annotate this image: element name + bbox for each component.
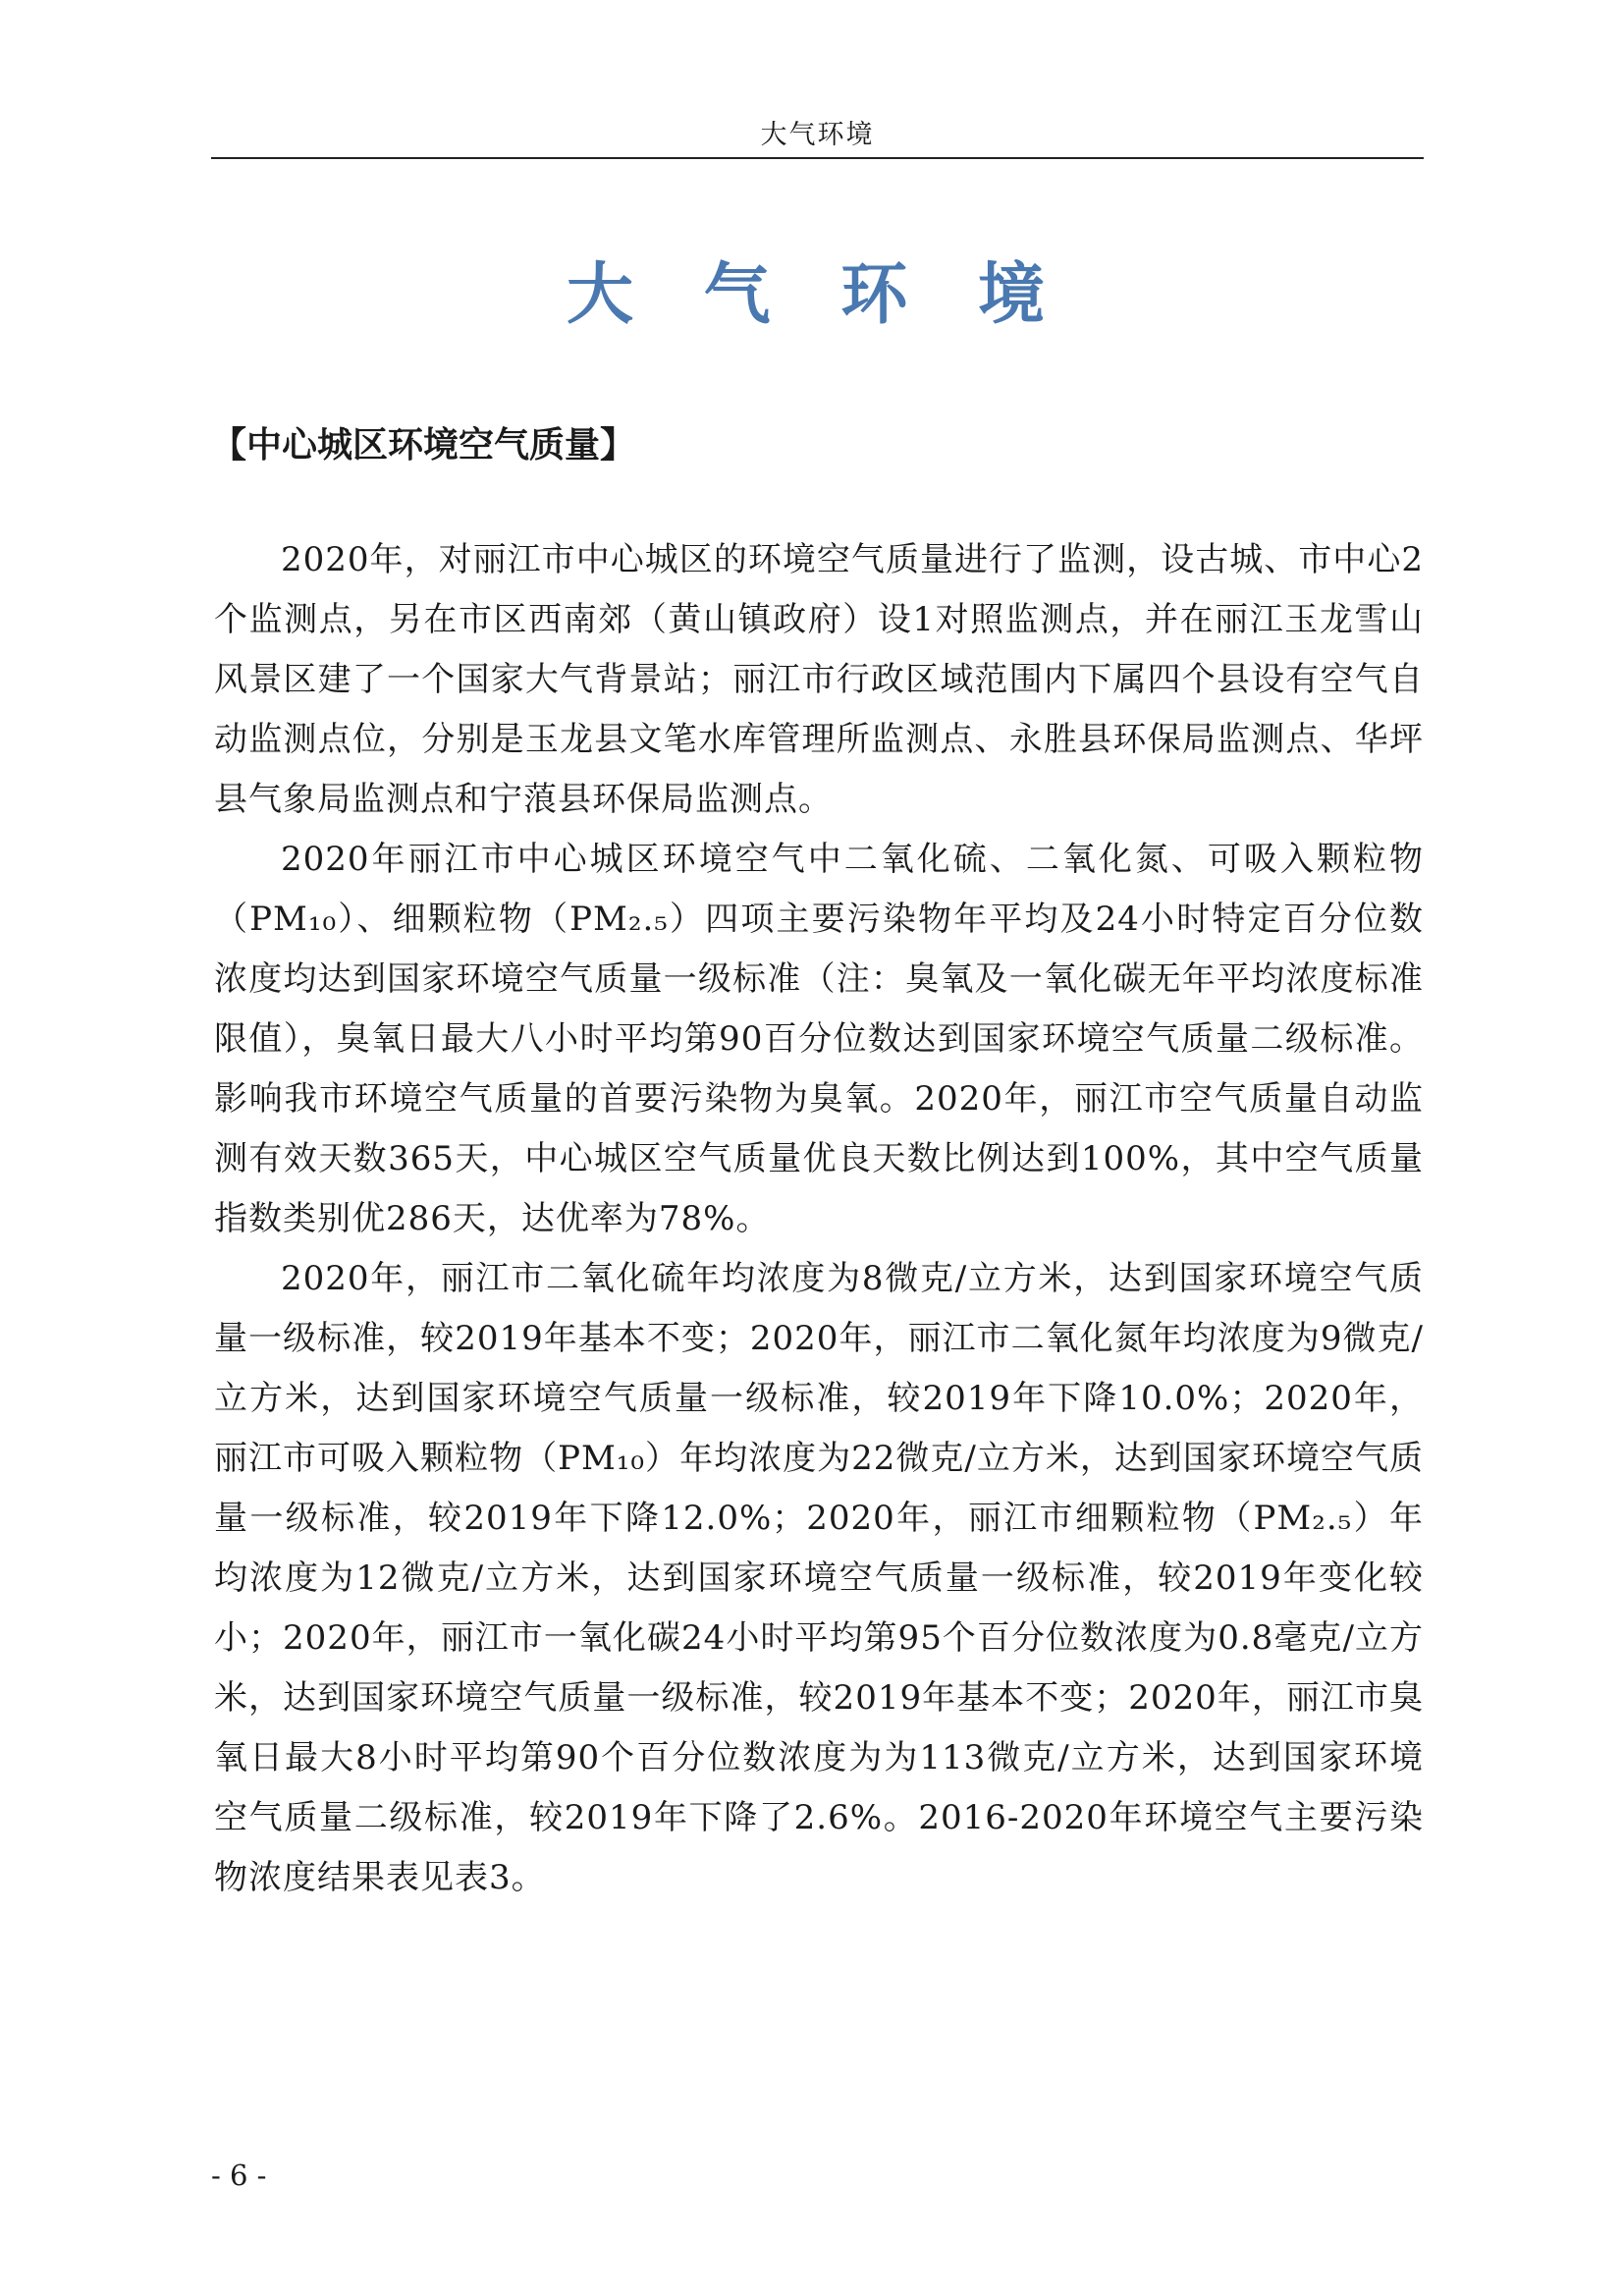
page-title: 大 气 环 境	[566, 255, 1069, 334]
running-header-title: 大气环境	[760, 120, 875, 150]
paragraph-pollutant-concentrations: 2020年，丽江市二氧化硫年均浓度为8微克/立方米，达到国家环境空气质量一级标准，较2019年基本不变；2020年，丽江市二氧化氮年均浓度为9微克/立方米，达到国家环境空气质量一级标准，较2019年下降10.0%；2020年，丽江市可吸入颗粒物（PM₁₀）年均浓度为22微克/立方米，达到国家环境空气质量一级标准，较2019年下降12.0%；2020年，丽江市细颗粒物（PM₂.₅）年均浓度为12微克/立方米，达到国家环境空气质量一级标准，较2019年变化较小；2020年，丽江市一氧化碳24小时平均第95个百分位数浓度为0.8毫克/立方米，达到国家环境空气质量一级标准，较2019年基本不变；2020年，丽江市臭氧日最大8小时平均第90个百分位数浓度为为113微克/立方米，达到国家环境空气质量二级标准，较2019年下降了2.6%。2016-2020年环境空气主要污染物浓度结果表见表3。	[214, 1259, 1424, 1897]
paragraph-monitoring-sites: 2020年，对丽江市中心城区的环境空气质量进行了监测，设古城、市中心2个监测点，另在市区西南郊（黄山镇政府）设1对照监测点，并在丽江玉龙雪山风景区建了一个国家大气背景站；丽江市行政区域范围内下属四个县设有空气自动监测点位，分别是玉龙县文笔水库管理所监测点、永胜县环保局监测点、华坪县气象局监测点和宁蒗县环保局监测点。	[214, 540, 1424, 819]
body-text	[214, 530, 1424, 1908]
section-heading: 【中心城区环境空气质量】	[211, 424, 636, 465]
header-divider	[211, 157, 1424, 159]
page-number: - 6 -	[211, 2159, 267, 2192]
paragraph-air-quality-summary: 2020年丽江市中心城区环境空气中二氧化硫、二氧化氮、可吸入颗粒物（PM₁₀）、细颗粒物（PM₂.₅）四项主要污染物年平均及24小时特定百分位数浓度均达到国家环境空气质量一级标准（注：臭氧及一氧化碳无年平均浓度标准限值），臭氧日最大八小时平均第90百分位数达到国家环境空气质量二级标准。影响我市环境空气质量的首要污染物为臭氧。2020年，丽江市空气质量自动监测有效天数365天，中心城区空气质量优良天数比例达到100%，其中空气质量指数类别优286天，达优率为78%。	[214, 840, 1424, 1238]
